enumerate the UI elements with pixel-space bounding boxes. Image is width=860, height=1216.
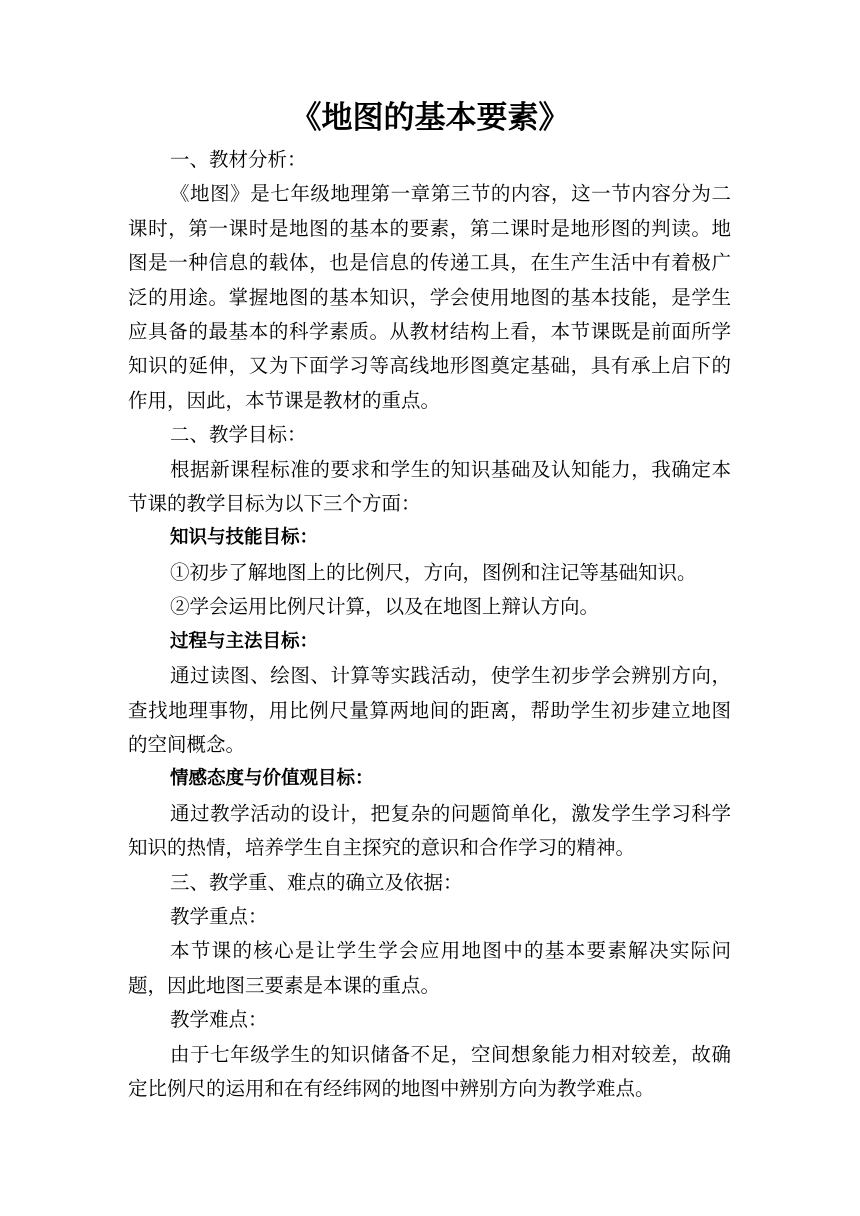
paragraph: 由于七年级学生的知识储备不足，空间想象能力相对较差，故确定比例尺的运用和在有经纬网的地图中辨别方向为教学难点。 [128, 1042, 731, 1100]
section-subheading: 过程与主法目标： [170, 630, 319, 652]
paragraph: 根据新课程标准的要求和学生的知识基础及认知能力，我确定本节课的教学目标为以下三个方面： [128, 457, 731, 516]
paragraph: 本节课的核心是让学生学会应用地图中的基本要素解决实际问题，因此地图三要素是本课的重点。 [128, 939, 731, 997]
document-title: 《地图的基本要素》 [290, 100, 570, 136]
paragraph: 通过教学活动的设计，把复杂的问题简单化，激发学生学习科学知识的热情，培养学生自主探究的意识和合作学习的精神。 [128, 801, 731, 860]
paragraph: 《地图》是七年级地理第一章第三节的内容，这一节内容分为二课时，第一课时是地图的基本的要素，第二课时是地形图的判读。地图是一种信息的载体，也是信息的传递工具，在生产生活中有着极广泛的用途。掌握地图的基本知识，学会使用地图的基本技能，是学生应具备的最基本的科学素质。从教材结构上看，本节课既是前面所学知识的延伸，又为下面学习等高线地形图奠定基础，具有承上启下的作用，因此，本节课是教材的重点。 [128, 182, 731, 412]
paragraph: 通过读图、绘图、计算等实践活动，使学生初步学会辨别方向，查找地理事物，用比例尺量算两地间的距离，帮助学生初步建立地图的空间概念。 [128, 664, 731, 756]
section-subheading: 知识与技能目标： [170, 527, 319, 549]
paragraph: ①初步了解地图上的比例尺，方向，图例和注记等基础知识。 [170, 560, 697, 584]
paragraph: 教学重点： [170, 904, 268, 928]
paragraph: ②学会运用比例尺计算，以及在地图上辩认方向。 [170, 595, 600, 619]
paragraph: 三、教学重、难点的确立及依据： [170, 870, 463, 894]
paragraph: 二、教学目标： [170, 423, 307, 447]
section-subheading: 情感态度与价值观目标： [170, 768, 374, 790]
document-body [128, 143, 731, 1106]
paragraph: 教学难点： [170, 1008, 268, 1032]
paragraph: 一、教材分析： [170, 148, 307, 171]
